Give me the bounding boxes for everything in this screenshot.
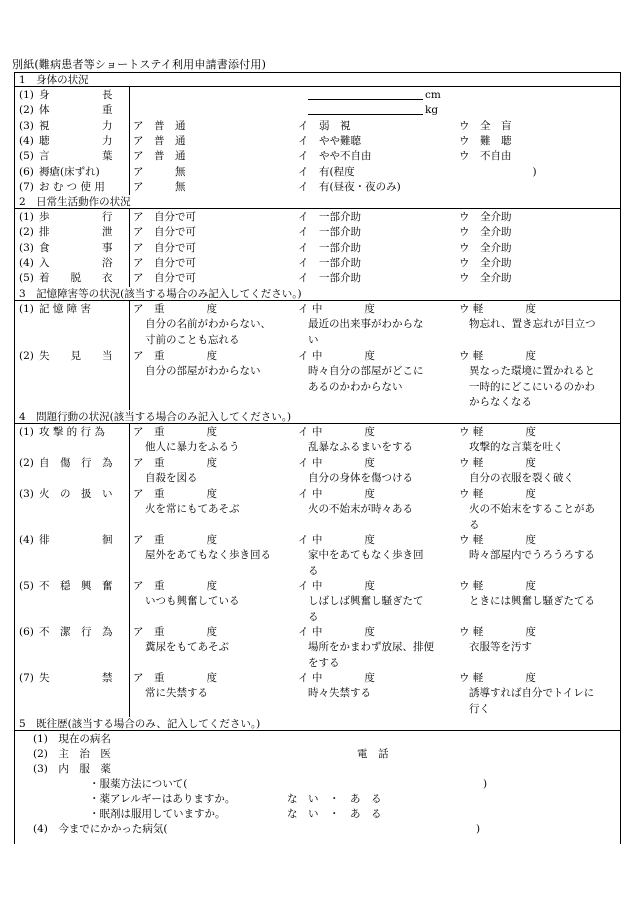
- description-medium: あるのかわからない: [308, 380, 403, 393]
- row-label: 着 脱 衣: [39, 272, 113, 284]
- description-light: 自分の衣服を裂く破く: [469, 472, 574, 485]
- description-medium: 時々自分の部屋がどこに: [308, 365, 424, 378]
- row-label: お む つ 使 用: [39, 181, 105, 193]
- severity-heavy: ア 重 度: [133, 534, 217, 546]
- column-divider: [129, 301, 130, 410]
- description-medium: 最近の出来事がわからな: [308, 318, 424, 331]
- unit-label: kg: [425, 104, 439, 116]
- option-b: イ 一部介助: [298, 226, 361, 238]
- severity-heavy: ア 重 度: [133, 488, 217, 500]
- row-number: (2): [19, 457, 34, 469]
- row-number: (3): [19, 242, 34, 254]
- section-3-heading: 3 記憶障害等の状況(該当する場合のみ記入してください。): [15, 287, 620, 301]
- history-medication: (3) 内 服 薬: [33, 763, 111, 775]
- row-label: 自 傷 行 為: [39, 457, 113, 469]
- option-c: ウ 不自由: [459, 150, 512, 162]
- severity-light: ウ 軽 度: [459, 457, 536, 469]
- row-number: (1): [19, 89, 34, 101]
- option-a: ア 普 通: [133, 135, 186, 147]
- row-label: 言 葉: [39, 150, 113, 162]
- description-heavy: 屋外をあてもなく歩き回る: [145, 549, 271, 562]
- severity-light: ウ 軽 度: [459, 534, 536, 546]
- row-number: (6): [19, 626, 34, 638]
- row-label: 体 重: [39, 104, 113, 116]
- row-number: (7): [19, 672, 34, 684]
- severity-medium: イ 中 度: [298, 457, 375, 469]
- severity-heavy: ア 重 度: [133, 350, 217, 362]
- severity-medium: イ 中 度: [298, 350, 375, 362]
- option-b: イ 有(昼夜・夜のみ): [298, 181, 401, 193]
- row-number: (5): [19, 150, 34, 162]
- description-light: 異なった環境に置かれると: [469, 365, 595, 378]
- severity-heavy: ア 重 度: [133, 672, 217, 684]
- option-b: イ 一部介助: [298, 272, 361, 284]
- description-medium: 火の不始末が時々ある: [308, 503, 413, 516]
- row-number: (6): [19, 166, 34, 178]
- option-b: イ 一部介助: [298, 242, 361, 254]
- row-label: 攻 撃 的 行 為: [39, 426, 105, 438]
- severity-light: ウ 軽 度: [459, 580, 536, 592]
- row-label: 失 見 当: [39, 350, 113, 362]
- history-phone-label: 電 話: [357, 748, 389, 760]
- row-number: (3): [19, 488, 34, 500]
- severity-heavy: ア 重 度: [133, 426, 217, 438]
- option-c: ウ 全介助: [459, 242, 512, 254]
- description-light: 火の不始末をすることがあ: [469, 503, 595, 516]
- severity-light: ウ 軽 度: [459, 426, 536, 438]
- severity-heavy: ア 重 度: [133, 580, 217, 592]
- description-light: 一時的にどこにいるのかわ: [469, 380, 595, 393]
- description-medium: る: [308, 564, 319, 577]
- row-number: (5): [19, 580, 34, 592]
- section-4-heading: 4 問題行動の状況(該当する場合のみ記入してください。): [15, 410, 620, 424]
- row-number: (5): [19, 272, 34, 284]
- option-a: ア 普 通: [133, 120, 186, 132]
- sleeping-pill-answer: な い ・ あ る: [287, 808, 382, 820]
- sleeping-pill-question: ・眠剤は服用していますか。: [89, 808, 226, 820]
- option-a: ア 自分で可: [133, 242, 196, 254]
- severity-medium: イ 中 度: [298, 626, 375, 638]
- description-light: 物忘れ、置き忘れが目立つ: [469, 318, 596, 331]
- severity-heavy: ア 重 度: [133, 457, 217, 469]
- history-current-illness: (1) 現在の病名: [33, 733, 111, 745]
- severity-light: ウ 軽 度: [459, 350, 536, 362]
- description-medium: 時々失禁する: [308, 687, 371, 700]
- section-2-heading: 2 日常生活動作の状況: [15, 195, 620, 209]
- severity-medium: イ 中 度: [298, 488, 375, 500]
- row-label: 聴 力: [39, 135, 113, 147]
- description-medium: 自分の身体を傷つける: [308, 472, 413, 485]
- description-medium: 家中をあてもなく歩き回: [308, 549, 424, 562]
- history-doctor: (2) 主 治 医: [33, 748, 111, 760]
- description-medium: をする: [308, 656, 340, 669]
- description-heavy: 火を常にもてあそぶ: [145, 503, 240, 516]
- option-a: ア 無: [133, 181, 186, 193]
- option-c: ウ 全 盲: [459, 120, 512, 132]
- option-b: イ 一部介助: [298, 211, 361, 223]
- severity-light: ウ 軽 度: [459, 488, 536, 500]
- row-label: 火 の 扱 い: [39, 488, 113, 500]
- option-b: イ 有(程度: [298, 166, 355, 178]
- row-label: 入 浴: [39, 257, 113, 269]
- option-b: イ やや不自由: [298, 150, 372, 162]
- description-heavy: 自分の名前がわからない、: [145, 318, 271, 331]
- option-c: ): [459, 166, 537, 178]
- drug-allergy-answer: な い ・ あ る: [287, 793, 382, 805]
- row-label: 褥瘡(床ずれ): [39, 166, 100, 178]
- blank-line: [308, 99, 423, 100]
- description-heavy: 糞尿をもてあそぶ: [145, 641, 229, 654]
- description-light: ときには興奮し騒ぎたてる: [469, 595, 595, 608]
- option-c: ウ 難 聴: [459, 135, 512, 147]
- severity-medium: イ 中 度: [298, 672, 375, 684]
- severity-medium: イ 中 度: [298, 303, 375, 315]
- column-divider: [129, 87, 130, 195]
- option-b: イ やや難聴: [298, 135, 361, 147]
- description-heavy: 他人に暴力をふるう: [145, 441, 240, 454]
- drug-allergy-question: ・薬アレルギーはありますか。: [89, 793, 236, 805]
- row-label: 視 力: [39, 120, 113, 132]
- row-label: 不 潔 行 為: [39, 626, 113, 638]
- row-number: (3): [19, 120, 34, 132]
- medication-method-close: ): [483, 778, 488, 790]
- option-a: ア 無: [133, 166, 186, 178]
- option-b: イ 弱 視: [298, 120, 351, 132]
- row-number: (1): [19, 211, 34, 223]
- description-light: 衣服等を汚す: [469, 641, 532, 654]
- severity-medium: イ 中 度: [298, 534, 375, 546]
- description-light: 時々部屋内でうろうろする: [469, 549, 595, 562]
- row-number: (4): [19, 257, 34, 269]
- option-c: ウ 全介助: [459, 226, 512, 238]
- description-heavy: いつも興奮している: [145, 595, 240, 608]
- row-label: 食 事: [39, 242, 113, 254]
- past-illness: (4) 今までにかかった病気(: [33, 823, 168, 835]
- description-light: る: [469, 518, 480, 531]
- description-heavy: 寸前のことも忘れる: [145, 333, 240, 346]
- severity-light: ウ 軽 度: [459, 303, 536, 315]
- description-light: 攻撃的な言葉を吐く: [469, 441, 564, 454]
- row-label: 身 長: [39, 89, 113, 101]
- row-label: 失 禁: [39, 672, 113, 684]
- row-number: (4): [19, 135, 34, 147]
- description-medium: る: [308, 610, 319, 623]
- severity-light: ウ 軽 度: [459, 626, 536, 638]
- column-divider: [129, 209, 130, 287]
- application-form: [14, 72, 621, 844]
- description-medium: い: [308, 333, 319, 346]
- row-label: 排 泄: [39, 226, 113, 238]
- description-light: 誘導すれば自分でトイレに: [469, 687, 595, 700]
- description-light: からなくなる: [469, 395, 532, 408]
- description-medium: しばしば興奮し騒ぎたて: [308, 595, 424, 608]
- option-b: イ 一部介助: [298, 257, 361, 269]
- section-1-heading: 1 身体の状況: [15, 73, 620, 87]
- description-heavy: 自殺を図る: [145, 472, 198, 485]
- severity-medium: イ 中 度: [298, 426, 375, 438]
- page-title: 別紙(難病患者等ショートステイ利用申請書添付用): [12, 58, 267, 71]
- option-a: ア 自分で可: [133, 272, 196, 284]
- column-divider: [129, 424, 130, 717]
- severity-light: ウ 軽 度: [459, 672, 536, 684]
- row-number: (4): [19, 534, 34, 546]
- unit-label: cm: [425, 89, 441, 101]
- option-c: ウ 全介助: [459, 211, 512, 223]
- option-c: ウ 全介助: [459, 272, 512, 284]
- row-number: (1): [19, 303, 34, 315]
- row-number: (2): [19, 350, 34, 362]
- row-number: (2): [19, 226, 34, 238]
- row-label: 徘 徊: [39, 534, 113, 546]
- option-a: ア 自分で可: [133, 211, 196, 223]
- option-a: ア 自分で可: [133, 226, 196, 238]
- section-5-heading: 5 既往歴(該当する場合のみ、記入してください。): [15, 717, 620, 731]
- row-label: 不 穏 興 奮: [39, 580, 113, 592]
- blank-line: [308, 114, 423, 115]
- option-a: ア 自分で可: [133, 257, 196, 269]
- description-medium: 乱暴なふるまいをする: [308, 441, 413, 454]
- severity-heavy: ア 重 度: [133, 626, 217, 638]
- severity-medium: イ 中 度: [298, 580, 375, 592]
- option-c: ウ 全介助: [459, 257, 512, 269]
- description-heavy: 自分の部屋がわからない: [145, 365, 261, 378]
- row-number: (1): [19, 426, 34, 438]
- medication-method: ・服薬方法について(: [89, 778, 188, 790]
- row-label: 記 憶 障 害: [39, 303, 92, 315]
- severity-heavy: ア 重 度: [133, 303, 217, 315]
- option-a: ア 普 通: [133, 150, 186, 162]
- past-illness-close: ): [476, 823, 481, 835]
- description-light: 行く: [469, 702, 490, 715]
- row-number: (7): [19, 181, 34, 193]
- description-heavy: 常に失禁する: [145, 687, 208, 700]
- row-number: (2): [19, 104, 34, 116]
- row-label: 歩 行: [39, 211, 113, 223]
- description-medium: 場所をかまわず放尿、排便: [308, 641, 434, 654]
